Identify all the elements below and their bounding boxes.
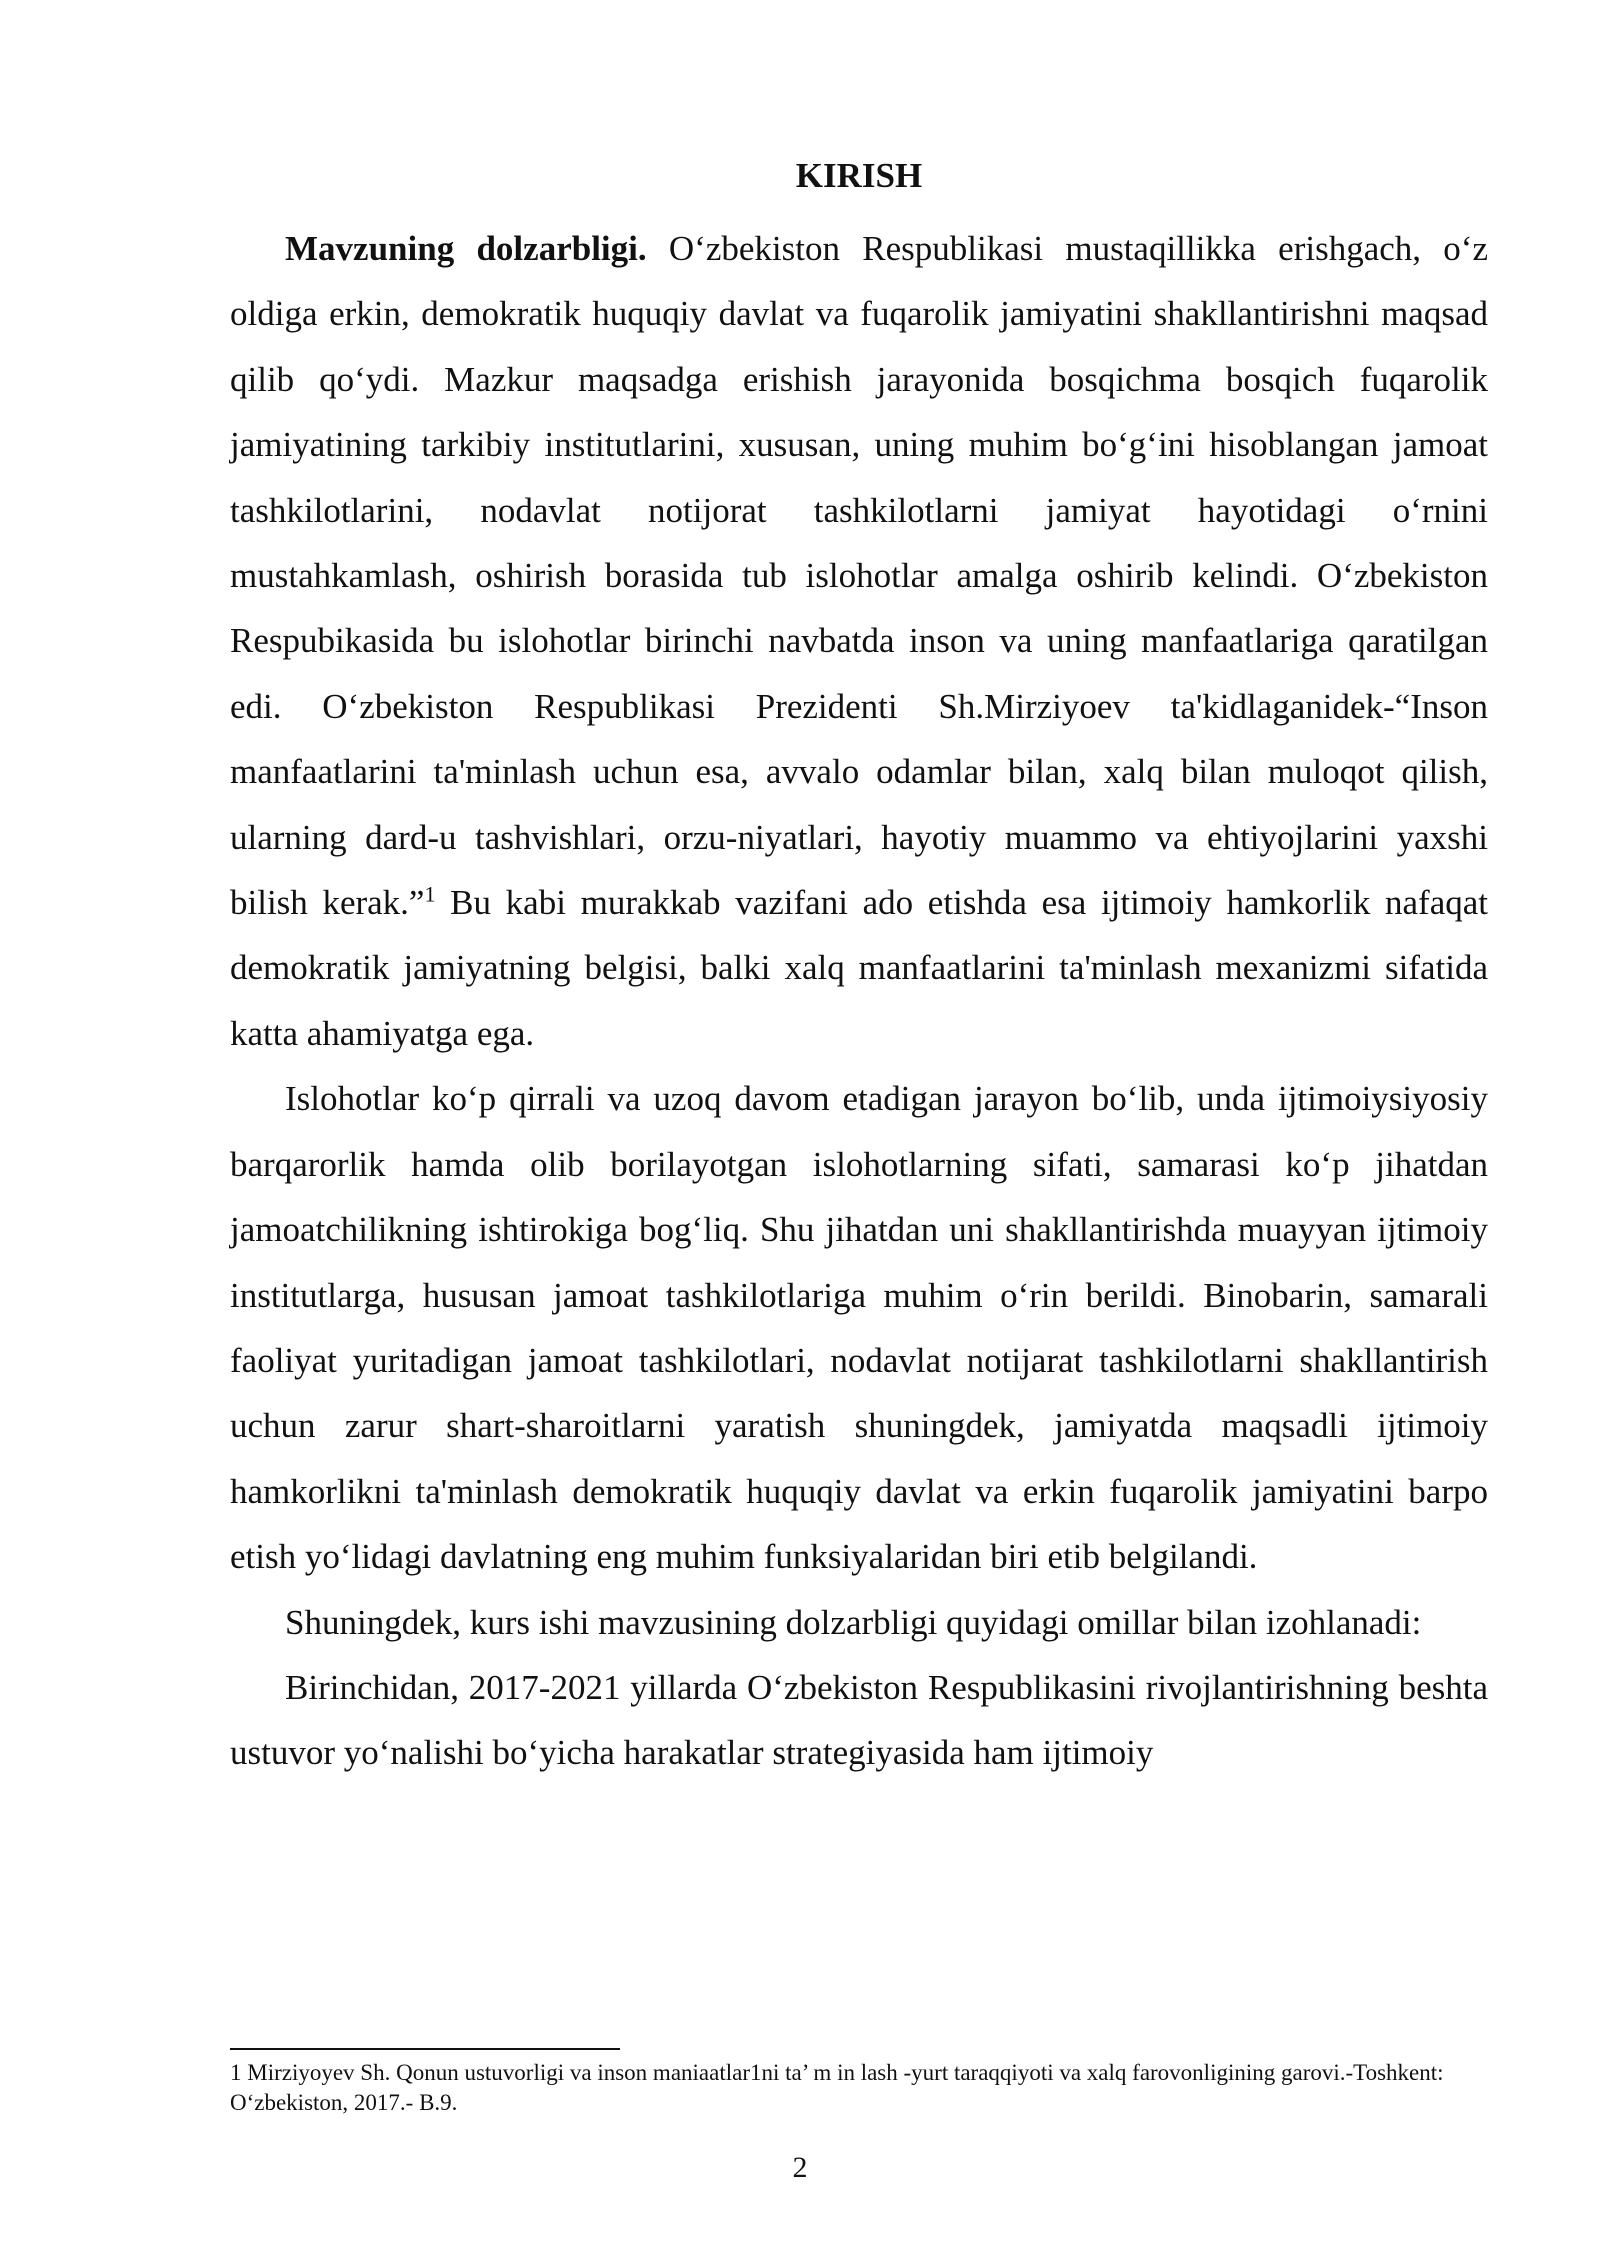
- paragraph-text-continued: Bu kabi murakkab vazifani ado etishda esa ijtimoiy hamkorlik nafaqat demokratik jamiyatning belgisi, balki xalq manfaatlarini ta'minlash mexanizmi sifatida katta ahamiyatga ega.: [230, 883, 1488, 1053]
- paragraph-3: Shuningdek, kurs ishi mavzusining dolzarbligi quyidagi omillar bilan izohlanadi:: [285, 1602, 1422, 1642]
- footnote-text: 1 Mirziyoyev Sh. Qonun ustuvorligi va inson maniaatlar1ni ta’ m in lash -yurt taraqqiyoti va xalq farovonligining garovi.-Toshkent: O‘zbekiston, 2017.- B.9.: [230, 2060, 1444, 2115]
- page-number: 2: [792, 2151, 808, 2184]
- paragraph-1: [230, 216, 1488, 1066]
- section-heading: KIRISH: [795, 156, 923, 195]
- paragraph-text: O‘zbekiston Respublikasi mustaqillikka erishgach, o‘z oldiga erkin, demokratik huquqiy davlat va fuqarolik jamiyatini shakllantirishni maqsad qilib qo‘ydi. Mazkur maqsadga erishish jarayonida bosqichma bosqich fuqarolik jamiyatining tarkibiy institutlarini, xususan, uning muhim bo‘g‘ini hisoblangan jamoat tashkilotlarini, nodavlat notijorat tashkilotlarni jamiyat hayotidagi o‘rnini mustahkamlash, oshirish borasida tub islohotlar amalga oshirib kelindi. O‘zbekiston Respubikasida bu islohotlar birinchi navbatda inson va uning manfaatlariga qaratilgan edi. O‘zbekiston Respublikasi Prezidenti Sh.Mirziyoev ta'kidlaganidek-“Inson manfaatlarini ta'minlash uchun esa, avvalo odamlar bilan, xalq bilan muloqot qilish, ularning dard-u tashvishlari, orzu-niyatlari, hayotiy muammo va ehtiyojlarini yaxshi bilish kerak.”: [230, 229, 1488, 923]
- footnote-divider: [230, 2048, 620, 2050]
- page-body: [230, 150, 1488, 1786]
- paragraph-4: Birinchidan, 2017-2021 yillarda O‘zbekiston Respublikasini rivojlantirishning beshta ustuvor yo‘nalishi bo‘yicha harakatlar strategiyasida ham ijtimoiy: [230, 1667, 1488, 1773]
- footnote-reference[interactable]: 1: [424, 881, 436, 907]
- paragraph-lead: Mavzuning dolzarbligi.: [285, 229, 647, 268]
- paragraph-2: Islohotlar ko‘p qirrali va uzoq davom etadigan jarayon bo‘lib, unda ijtimoiysiyosiy barqarorlik hamda olib borilayotgan islohotlarning sifati, samarasi ko‘p jihatdan jamoatchilikning ishtirokiga bog‘liq. Shu jihatdan uni shakllantirishda muayyan ijtimoiy institutlarga, hususan jamoat tashkilotlariga muhim o‘rin berildi. Binobarin, samarali faoliyat yuritadigan jamoat tashkilotlari, nodavlat notijarat tashkilotlarni shakllantirish uchun zarur shart-sharoitlarni yaratish shuningdek, jamiyatda maqsadli ijtimoiy hamkorlikni ta'minlash demokratik huquqiy davlat va erkin fuqarolik jamiyatini barpo etish yo‘lidagi davlatning eng muhim funksiyalaridan biri etib belgilandi.: [230, 1079, 1488, 1577]
